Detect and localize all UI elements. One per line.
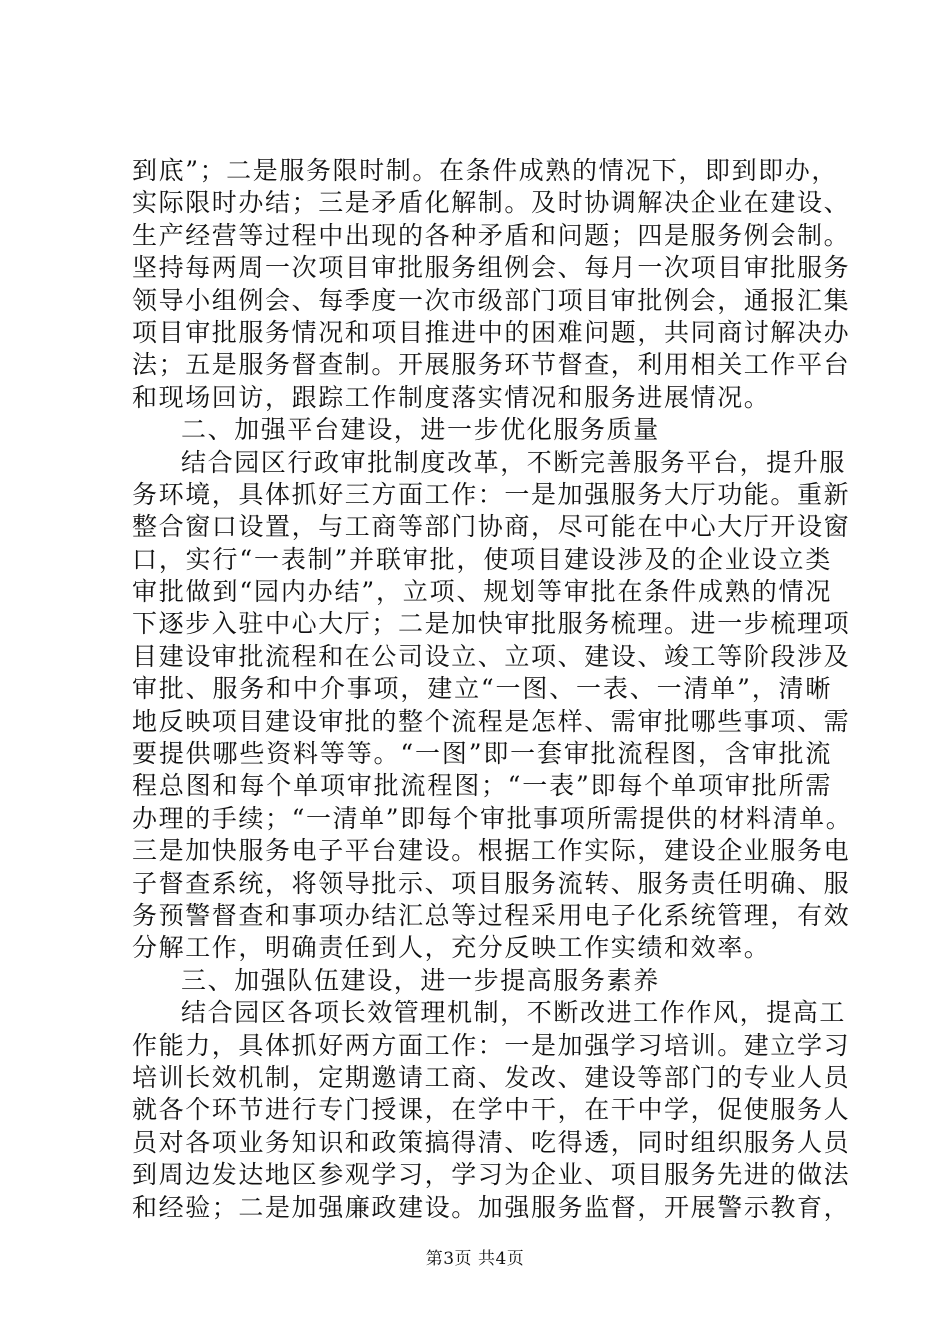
text-line: 和现场回访，跟踪工作制度落实情况和服务进展情况。 — [132, 382, 771, 412]
text-line: 目建设审批流程和在公司设立、立项、建设、竣工等阶段涉及 — [132, 641, 851, 671]
text-line: 和经验；二是加强廉政建设。加强服务监督，开展警示教育， — [132, 1192, 851, 1222]
text-line: 到底”；二是服务限时制。在条件成熟的情况下，即到即办， — [132, 156, 838, 185]
text-line: 坚持每两周一次项目审批服务组例会、每月一次项目审批服务 — [132, 253, 851, 283]
section-heading: 二、加强平台建设，进一步优化服务质量 — [181, 415, 660, 445]
text-line: 到周边发达地区参观学习，学习为企业、项目服务先进的做法 — [132, 1160, 851, 1190]
text-line: 法；五是服务督查制。开展服务环节督查，利用相关工作平台 — [132, 350, 851, 380]
text-line: 作能力，具体抓好两方面工作：一是加强学习培训。建立学习 — [132, 1030, 851, 1060]
text-line: 整合窗口设置，与工商等部门协商，尽可能在中心大厅开设窗 — [132, 512, 851, 542]
text-line: 子督查系统，将领导批示、项目服务流转、服务责任明确、服 — [132, 868, 851, 898]
text-line: 口，实行“一表制”并联审批，使项目建设涉及的企业设立类 — [132, 544, 832, 574]
text-line: 务预警督查和事项办结汇总等过程采用电子化系统管理，有效 — [132, 900, 851, 930]
text-line: 实际限时办结；三是矛盾化解制。及时协调解决企业在建设、 — [132, 188, 851, 218]
text-line: 结合园区行政审批制度改革，不断完善服务平台，提升服 — [181, 447, 847, 477]
text-line: 要提供哪些资料等等。“一图”即一套审批流程图，含审批流 — [132, 739, 832, 769]
text-line: 就各个环节进行专门授课，在学中干，在干中学，促使服务人 — [132, 1095, 851, 1125]
text-line: 领导小组例会、每季度一次市级部门项目审批例会，通报汇集 — [132, 285, 851, 315]
text-line: 项目审批服务情况和项目推进中的困难问题，共同商讨解决办 — [132, 317, 851, 347]
text-line: 程总图和每个单项审批流程图；“一表”即每个单项审批所需 — [132, 771, 832, 801]
text-line: 审批做到“园内办结”，立项、规划等审批在条件成熟的情况 — [132, 577, 832, 607]
page-footer: 第3页 共4页 — [425, 1249, 525, 1269]
section-heading: 三、加强队伍建设，进一步提高服务素养 — [181, 965, 660, 995]
text-line: 培训长效机制，定期邀请工商、发改、建设等部门的专业人员 — [132, 1062, 851, 1092]
text-line: 务环境，具体抓好三方面工作：一是加强服务大厅功能。重新 — [132, 479, 851, 509]
text-line: 办理的手续；“一清单”即每个审批事项所需提供的材料清单。 — [132, 803, 853, 833]
text-line: 生产经营等过程中出现的各种矛盾和问题；四是服务例会制。 — [132, 220, 851, 250]
text-line: 三是加快服务电子平台建设。根据工作实际，建设企业服务电 — [132, 836, 851, 866]
text-line: 分解工作，明确责任到人，充分反映工作实绩和效率。 — [132, 933, 771, 963]
text-line: 员对各项业务知识和政策搞得清、吃得透，同时组织服务人员 — [132, 1127, 851, 1157]
text-line: 地反映项目建设审批的整个流程是怎样、需审批哪些事项、需 — [132, 706, 851, 736]
document-body — [132, 155, 853, 1224]
text-line: 结合园区各项长效管理机制，不断改进工作作风，提高工 — [181, 998, 847, 1028]
text-line: 审批、服务和中介事项，建立“一图、一表、一清单”，清晰 — [132, 674, 832, 704]
text-line: 下逐步入驻中心大厅；二是加快审批服务梳理。进一步梳理项 — [132, 609, 851, 639]
